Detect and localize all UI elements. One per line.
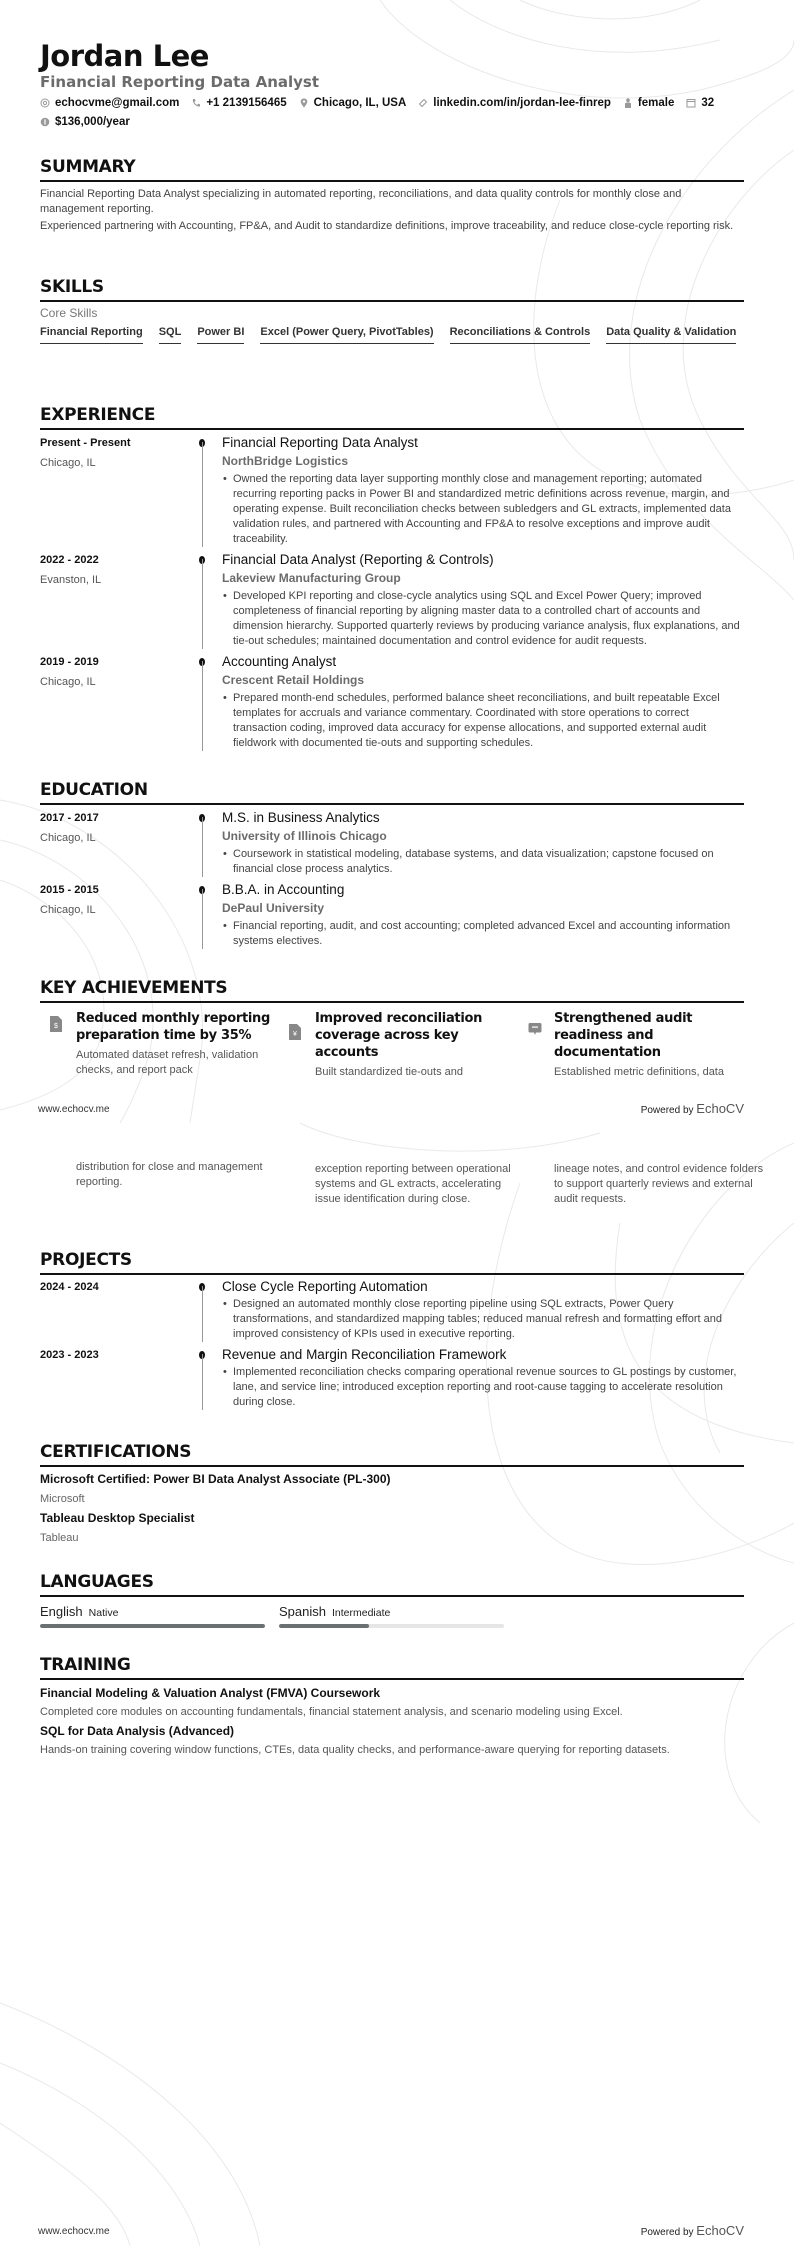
- project-title: Close Cycle Reporting Automation: [222, 1279, 428, 1294]
- school-name: DePaul University: [222, 901, 325, 915]
- calendar-icon: [686, 98, 696, 108]
- achievement-description: Built standardized tie-outs and: [315, 1066, 463, 1078]
- certification-issuer: Tableau: [40, 1532, 79, 1544]
- candidate-title: Financial Reporting Data Analyst: [40, 73, 320, 91]
- bullet-item: • Implemented reconciliation checks comparing operational revenue sources to GL postings by customer, lane, and service line; introduced exception reporting and root-cause tagging to accelerate resolution during close.: [222, 1365, 744, 1410]
- entry-date: 2019 - 2019: [40, 656, 99, 668]
- timeline-line: [202, 1354, 203, 1410]
- section-divider: [40, 1001, 744, 1003]
- contact-row: [40, 94, 714, 112]
- section-divider: [40, 300, 744, 302]
- company-name: Lakeview Manufacturing Group: [222, 571, 401, 585]
- education-section: [40, 779, 744, 953]
- proficiency-fill: [279, 1624, 369, 1628]
- experience-section: [40, 404, 744, 755]
- entry-location: Chicago, IL: [40, 904, 96, 916]
- bullet-item: • Developed KPI reporting and close-cycle analytics using SQL and Excel Power Query; improved completeness of financial reporting by aligning master data to a controlled chart of accounts and dimension hierarchy. Supported quarterly reviews by producing variance analysis, flux explanations, and tie-out schedules; maintained documentation and control evidence for audit requests.: [222, 589, 744, 649]
- footer-powered-by: Powered by EchoCV: [640, 2223, 744, 2238]
- timeline-line: [202, 1286, 203, 1342]
- entry-location: Chicago, IL: [40, 832, 96, 844]
- language-level: Intermediate: [331, 1607, 391, 1619]
- entry-date: 2022 - 2022: [40, 554, 99, 566]
- contact-phone[interactable]: +1 2139156465: [191, 94, 286, 112]
- contact-linkedin[interactable]: linkedin.com/in/jordan-lee-finrep: [418, 94, 611, 112]
- candidate-name: Jordan Lee: [40, 39, 209, 73]
- summary-section: [40, 156, 744, 234]
- coin-icon: [40, 117, 50, 127]
- entry-date: 2024 - 2024: [40, 1281, 99, 1293]
- training-name: SQL for Data Analysis (Advanced): [40, 1724, 235, 1738]
- timeline: [202, 551, 222, 649]
- entry-location: Evanston, IL: [40, 574, 102, 586]
- timeline: [202, 1278, 222, 1342]
- file-yen-icon: [289, 1024, 301, 1040]
- skill-tag: Power BI: [197, 323, 244, 344]
- contact-row-2: [40, 113, 130, 131]
- project-entry: [40, 1346, 744, 1410]
- section-divider: [40, 180, 744, 182]
- achievement-description: Established metric definitions, data: [554, 1066, 724, 1078]
- section-divider: [40, 1595, 744, 1597]
- proficiency-bar: [40, 1624, 265, 1628]
- contact-location: Chicago, IL, USA: [299, 94, 407, 112]
- certifications-section: [40, 1441, 744, 1548]
- timeline-line: [202, 559, 203, 649]
- skills-section: [40, 276, 744, 344]
- job-title: Financial Reporting Data Analyst: [222, 435, 418, 450]
- experience-entry: [40, 551, 744, 649]
- skill-tag: Data Quality & Validation: [606, 323, 736, 344]
- timeline: [202, 809, 222, 877]
- file-dollar-icon: [50, 1016, 62, 1032]
- education-entry: [40, 881, 744, 949]
- achievement-description: Automated dataset refresh, validation checks, and report pack: [76, 1049, 259, 1076]
- language-level: Native: [88, 1607, 119, 1619]
- skill-tag: SQL: [159, 323, 182, 344]
- section-heading: PROJECTS: [40, 1250, 132, 1270]
- entry-location: Chicago, IL: [40, 457, 96, 469]
- section-divider: [40, 428, 744, 430]
- achievement-item: [293, 1010, 525, 1080]
- timeline: [202, 1346, 222, 1410]
- svg-text:$: $: [54, 1023, 58, 1030]
- timeline-line: [202, 661, 203, 751]
- section-heading: SKILLS: [40, 277, 104, 297]
- summary-paragraph: Experienced partnering with Accounting, FP&A, and Audit to standardize definitions, improve traceability, and reduce close-cycle reporting risk.: [40, 220, 734, 232]
- contact-salary: $136,000/year: [40, 113, 130, 131]
- project-title: Revenue and Margin Reconciliation Framework: [222, 1347, 507, 1362]
- summary-paragraph: Financial Reporting Data Analyst specializing in automated reporting, reconciliations, and data quality controls for monthly close and management reporting.: [40, 188, 682, 215]
- timeline-line: [202, 889, 203, 949]
- achievement-title: Improved reconciliation coverage across key accounts: [315, 1011, 483, 1060]
- project-entry: [40, 1278, 744, 1342]
- bullet-item: • Prepared month-end schedules, performed balance sheet reconciliations, and built repeatable Excel templates for accruals and variance commentary. Coordinated with store operations to correct transaction coding, improved data accuracy for expense allocations, and supported external audit fieldwork with documented tie-outs and supporting schedules.: [222, 691, 744, 751]
- entry-date: 2015 - 2015: [40, 884, 99, 896]
- proficiency-bar: [279, 1624, 504, 1628]
- bullet-item: • Financial reporting, audit, and cost accounting; completed advanced Excel and accounting information systems electives.: [222, 919, 744, 949]
- contact-age: 32: [686, 94, 714, 112]
- section-divider: [40, 1678, 744, 1680]
- brand-logo[interactable]: EchoCV: [696, 2223, 744, 2238]
- skill-tag: Reconciliations & Controls: [450, 323, 591, 344]
- training-name: Financial Modeling & Valuation Analyst (FMVA) Coursework: [40, 1686, 381, 1700]
- language-name: English: [40, 1604, 83, 1619]
- section-divider: [40, 803, 744, 805]
- skill-tag: Financial Reporting: [40, 323, 143, 344]
- entry-date: Present - Present: [40, 437, 131, 449]
- achievement-title: Reduced monthly reporting preparation time by 35%: [76, 1011, 271, 1043]
- timeline-line: [202, 442, 203, 547]
- training-section: [40, 1654, 744, 1760]
- company-name: Crescent Retail Holdings: [222, 673, 365, 687]
- skill-tags: [40, 323, 744, 344]
- achievements-section: [40, 977, 744, 1003]
- achievement-description-continued: lineage notes, and control evidence folders to support quarterly reviews and external audit requests.: [554, 1163, 764, 1205]
- section-heading: SUMMARY: [40, 157, 136, 177]
- company-name: NorthBridge Logistics: [222, 454, 349, 468]
- bullet-item: • Owned the reporting data layer supporting monthly close and management reporting; automated recurring reporting packs in Power BI and standardized metric definitions across revenue, margin, and operating expense. Built reconciliation checks between subledgers and GL extracts, implemented data validation rules, and partnered with Accounting and FP&A to resolve exceptions and improve audit traceability.: [222, 472, 744, 547]
- contact-gender: female: [623, 94, 674, 112]
- timeline: [202, 881, 222, 949]
- brand-logo[interactable]: EchoCV: [696, 1101, 744, 1116]
- degree: M.S. in Business Analytics: [222, 810, 380, 825]
- experience-entry: [40, 653, 744, 751]
- timeline: [202, 434, 222, 547]
- achievement-description-continued: distribution for close and management reporting.: [76, 1161, 263, 1188]
- job-title: Financial Data Analyst (Reporting & Controls): [222, 552, 494, 567]
- skill-group-label: Core Skills: [40, 306, 98, 320]
- footer-website-link[interactable]: www.echocv.me: [38, 2226, 110, 2237]
- section-divider: [40, 1465, 744, 1467]
- bullet-item: • Coursework in statistical modeling, database systems, and data visualization; capstone focused on financial close process analytics.: [222, 847, 744, 877]
- section-heading: EXPERIENCE: [40, 405, 156, 425]
- footer-powered-by: Powered by EchoCV: [640, 1101, 744, 1116]
- entry-date: 2017 - 2017: [40, 812, 99, 824]
- languages-section: [40, 1571, 744, 1628]
- education-entry: [40, 809, 744, 877]
- certification-name: Microsoft Certified: Power BI Data Analyst Associate (PL-300): [40, 1472, 391, 1486]
- language-item: [40, 1603, 265, 1628]
- contact-email[interactable]: echocvme@gmail.com: [40, 94, 179, 112]
- section-heading: EDUCATION: [40, 780, 148, 800]
- certification-issuer: Microsoft: [40, 1493, 85, 1505]
- timeline-line: [202, 817, 203, 877]
- experience-entry: [40, 434, 744, 547]
- location-pin-icon: [299, 98, 309, 108]
- training-description: Hands-on training covering window functions, CTEs, data quality checks, and performance-aware querying for reporting datasets.: [40, 1744, 670, 1756]
- footer-website-link[interactable]: www.echocv.me: [38, 1104, 110, 1115]
- link-icon: [418, 98, 428, 108]
- phone-icon: [191, 98, 201, 108]
- section-heading: KEY ACHIEVEMENTS: [40, 978, 228, 998]
- training-description: Completed core modules on accounting fundamentals, financial statement analysis, and scenario modeling using Excel.: [40, 1706, 623, 1718]
- bullet-item: • Designed an automated monthly close reporting pipeline using SQL extracts, Power Query transformations, and standardized mapping tables; reduced manual refresh and formatting effort and improved consistency of KPIs used in executive reporting.: [222, 1297, 744, 1342]
- section-divider: [40, 1273, 744, 1275]
- job-title: Accounting Analyst: [222, 654, 337, 669]
- language-item: [279, 1603, 504, 1628]
- entry-date: 2023 - 2023: [40, 1349, 99, 1361]
- comment-icon: [528, 1022, 542, 1038]
- school-name: University of Illinois Chicago: [222, 829, 387, 843]
- achievement-description-continued: exception reporting between operational systems and GL extracts, accelerating issue identification during close.: [315, 1163, 511, 1205]
- section-heading: TRAINING: [40, 1655, 131, 1675]
- timeline: [202, 653, 222, 751]
- svg-text:¥: ¥: [293, 1031, 297, 1038]
- achievement-title: Strengthened audit readiness and documentation: [554, 1011, 693, 1060]
- skill-tag: Excel (Power Query, PivotTables): [260, 323, 433, 344]
- achievement-item: [54, 1010, 286, 1078]
- section-heading: LANGUAGES: [40, 1572, 154, 1592]
- resume-page-2: [0, 1123, 794, 2246]
- achievement-item: [554, 1010, 764, 1080]
- person-icon: [623, 98, 633, 108]
- degree: B.B.A. in Accounting: [222, 882, 345, 897]
- entry-location: Chicago, IL: [40, 676, 96, 688]
- language-name: Spanish: [279, 1604, 326, 1619]
- projects-section: [40, 1249, 744, 1414]
- certification-name: Tableau Desktop Specialist: [40, 1511, 195, 1525]
- section-heading: CERTIFICATIONS: [40, 1442, 192, 1462]
- proficiency-fill: [40, 1624, 265, 1628]
- at-icon: [40, 98, 50, 108]
